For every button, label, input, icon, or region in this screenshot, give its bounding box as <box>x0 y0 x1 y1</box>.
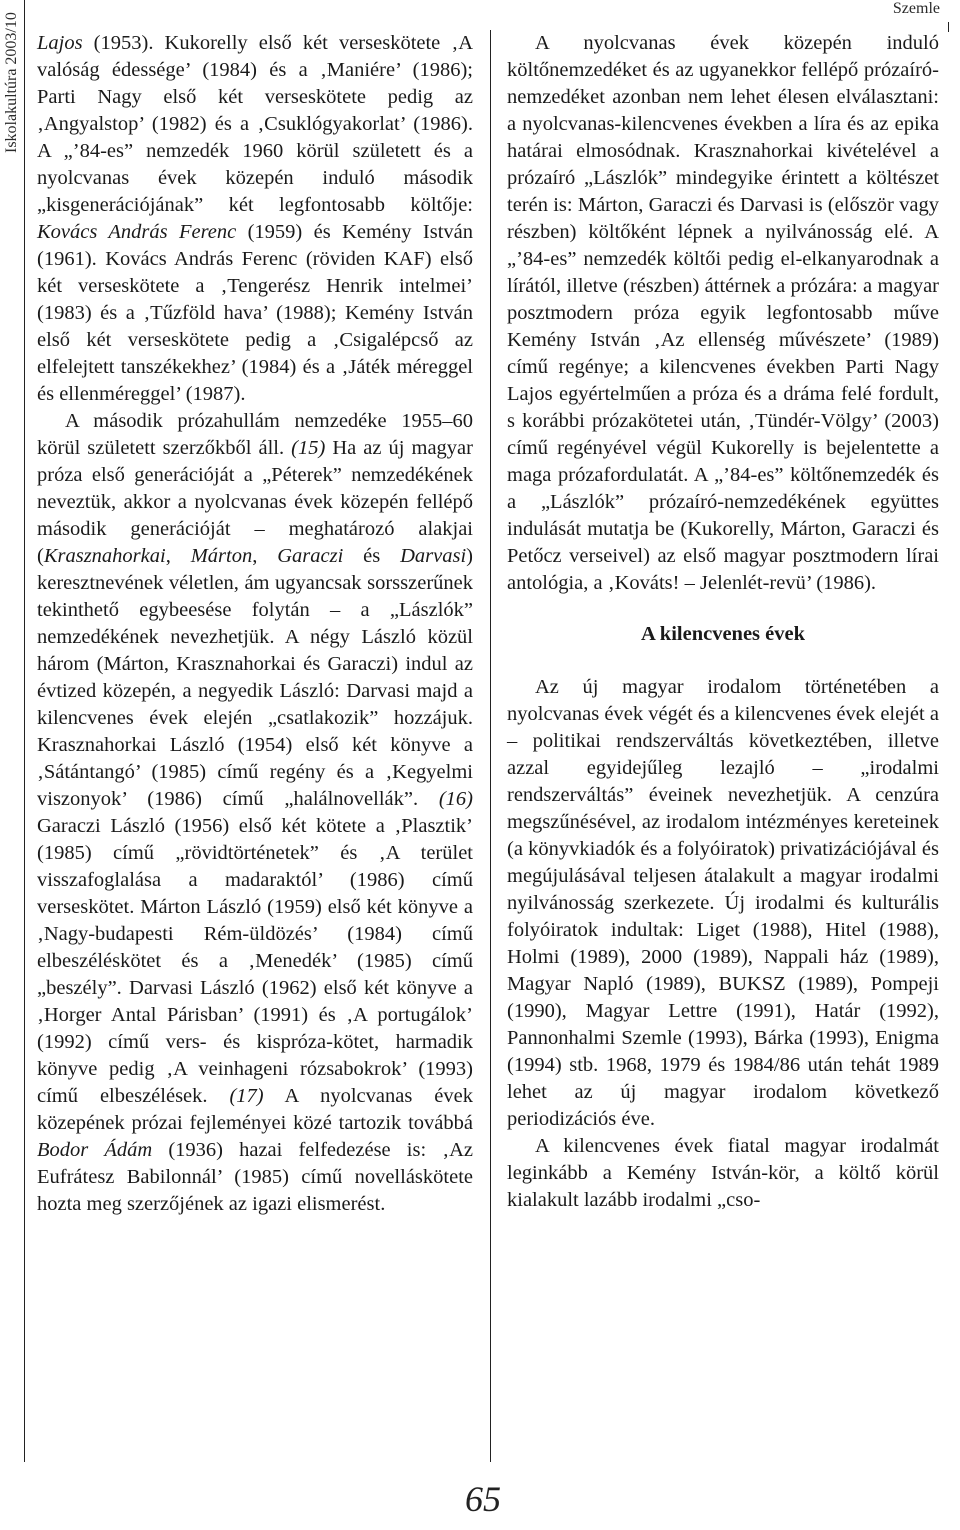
left-column <box>37 30 473 1218</box>
left-paragraph-2: A második prózahullám nemzedéke 1955–60 körül született szerzőkből áll. (15) Ha az új magyar próza első generációját a „Péterek” nemzedékének neveztük, akkor a nyolcvanas évek közepén fellépő második generációját – meghatározó alakjai (Krasznahorkai, Márton, Garaczi és Darvasi) keresztnevének véletlen, ám ugyancsak sorsszerűnek tekinthető egybeesése folytán – a „Lászlók” nemzedékének nevezhetjük. A négy László közül három (Márton, Krasznahorkai és Garaczi) indul az évtized közepén, a negyedik László: Darvasi majd a kilencvenes évek elején „csatlakozik” hozzájuk. Krasznahorkai László (1954) első két könyve a ‚Sátántangó’ (1985) című regény és a ‚Kegyelmi viszonyok’ (1986) című „halálnovellák”. (16) Garaczi László (1956) első két kötete a ‚Plasztik’ (1985) című „rövidtörténetek” és ‚A terület visszafoglalása a madaraktól’ (1986) című verseskötet. Márton László (1959) első két könyve a ‚Nagy-budapesti Rém-üldözés’ (1984) című elbeszéléskötet és a ‚Menedék’ (1985) című „beszély”. Darvasi László (1962) első két könyve a ‚Horger Antal Párisban’ (1991) és ‚A portugálok’ (1992) című vers- és kispróza-kötet, harmadik könyve pedig ‚A veinhageni rózsabokrok’ (1993) című elbeszélések. (17) A nyolcvanas évek közepének prózai fejleményei közé tartozik továbbá Bodor Ádám (1936) hazai felfedezése is: ‚Az Eufrátesz Babilonnál’ (1985) című novelláskötete hozta meg szerzőjének az igazi elismerést. <box>37 410 473 1215</box>
page-number: 65 <box>465 1479 501 1519</box>
left-paragraph-1: Lajos (1953). Kukorelly első két verseskötete ‚A valóság édessége’ (1984) és a ‚Maniére’ (1986); Parti Nagy első két verseskötete pedig az ‚Angyalstop’ (1982) és a ‚Csuklógyakorlat’ (1986). A „’84-es” nemzedék 1960 körül született és a nyolcvanas évek közepén induló második „kisgenerációjának” két legfontosabb költője: Kovács András Ferenc (1959) és Kemény István (1961). Kovács András Ferenc (röviden KAF) első két verseskötete a ‚Tengerész Henrik intelmei’ (1983) és a ‚Tűzföld hava’ (1988); Kemény István első két verseskötete pedig a ‚Csigalépcső az elfelejtett tanszékekhez’ (1984) és a ‚Játék méreggel és ellenméreggel’ (1987). <box>37 32 473 405</box>
right-column <box>507 30 939 1214</box>
right-paragraph-3: A kilencvenes évek fiatal magyar irodalmát leginkább a Kemény István-kör, a költő körül kialakult lazább irodalmi „cso- <box>507 1135 939 1211</box>
section-header: Szemle <box>892 0 940 17</box>
top-right-rule <box>948 22 949 32</box>
right-paragraph-1: A nyolcvanas évek közepén induló költőnemzedéket és az ugyanekkor fellépő prózaíró-nemzedéket azonban nem lehet élesen elválasztani: a nyolcvanas-kilencvenes években a líra és az epika határai elmosódnak. Krasznahorkai kivételével a prózaíró „Lászlók” mindegyike érintett a költészet terén is: Márton, Garaczi és Darvasi is (először vagy részben) költőként lépnek a nyilvánosság elé. A „’84-es” nemzedék költői pedig el-elkanyarodnak a lírától, illetve (részben) áttérnek a prózára: a magyar posztmodern próza egyik legfontosabb műve Kemény István ‚Az ellenség művészete’ (1989) című regénye; a kilencvenes években Parti Nagy Lajos egyértelműen a próza és a dráma felé fordult, s korábbi prózakötetei után, ‚Tündér-Völgy’ (2003) című regényével végül Kukorelly is bejelentette a maga prózafordulatát. A „’84-es” költőnemzedék és a „Lászlók” prózaíró-nemzedékének együttes indulását mutatja be (Kukorelly, Márton, Garaczi és Petőcz verseivel) az első magyar posztmodern lírai antológia, a ‚Kováts! – Jelenlét-revü’ (1986). <box>507 32 939 594</box>
right-paragraph-2: Az új magyar irodalom történetében a nyolcvanas évek végét és a kilencvenes évek elejét a – politikai rendszerváltás következtében, illetve azzal egyidejűleg lezajló – „irodalmi rendszerváltás” éveinek nevezhetjük. A cenzúra megszűnésével, az irodalom intézményes kereteinek (a könyvkiadók és a folyóiratok) privatizációjával és megújulásával teljesen átalakult a magyar irodalmi nyilvánosság szerkezete. Új irodalmi és kulturális folyóiratok indultak: Liget (1988), Hitel (1988), Holmi (1989), 2000 (1989), Nappali ház (1989), Magyar Napló (1989), BUKSZ (1989), Pompeji (1990), Magyar Lettre (1991), Határ (1992), Pannonhalmi Szemle (1993), Bárka (1993), Enigma (1994) stb. 1968, 1979 és 1984/86 után tehát 1989 lehet az új magyar irodalom következő periodizációs éve. <box>507 676 939 1130</box>
journal-side-label: Iskolakultúra 2003/10 <box>3 12 20 153</box>
left-border-line <box>24 0 25 1462</box>
column-divider <box>490 30 491 1462</box>
section-heading: A kilencvenes évek <box>641 623 805 645</box>
